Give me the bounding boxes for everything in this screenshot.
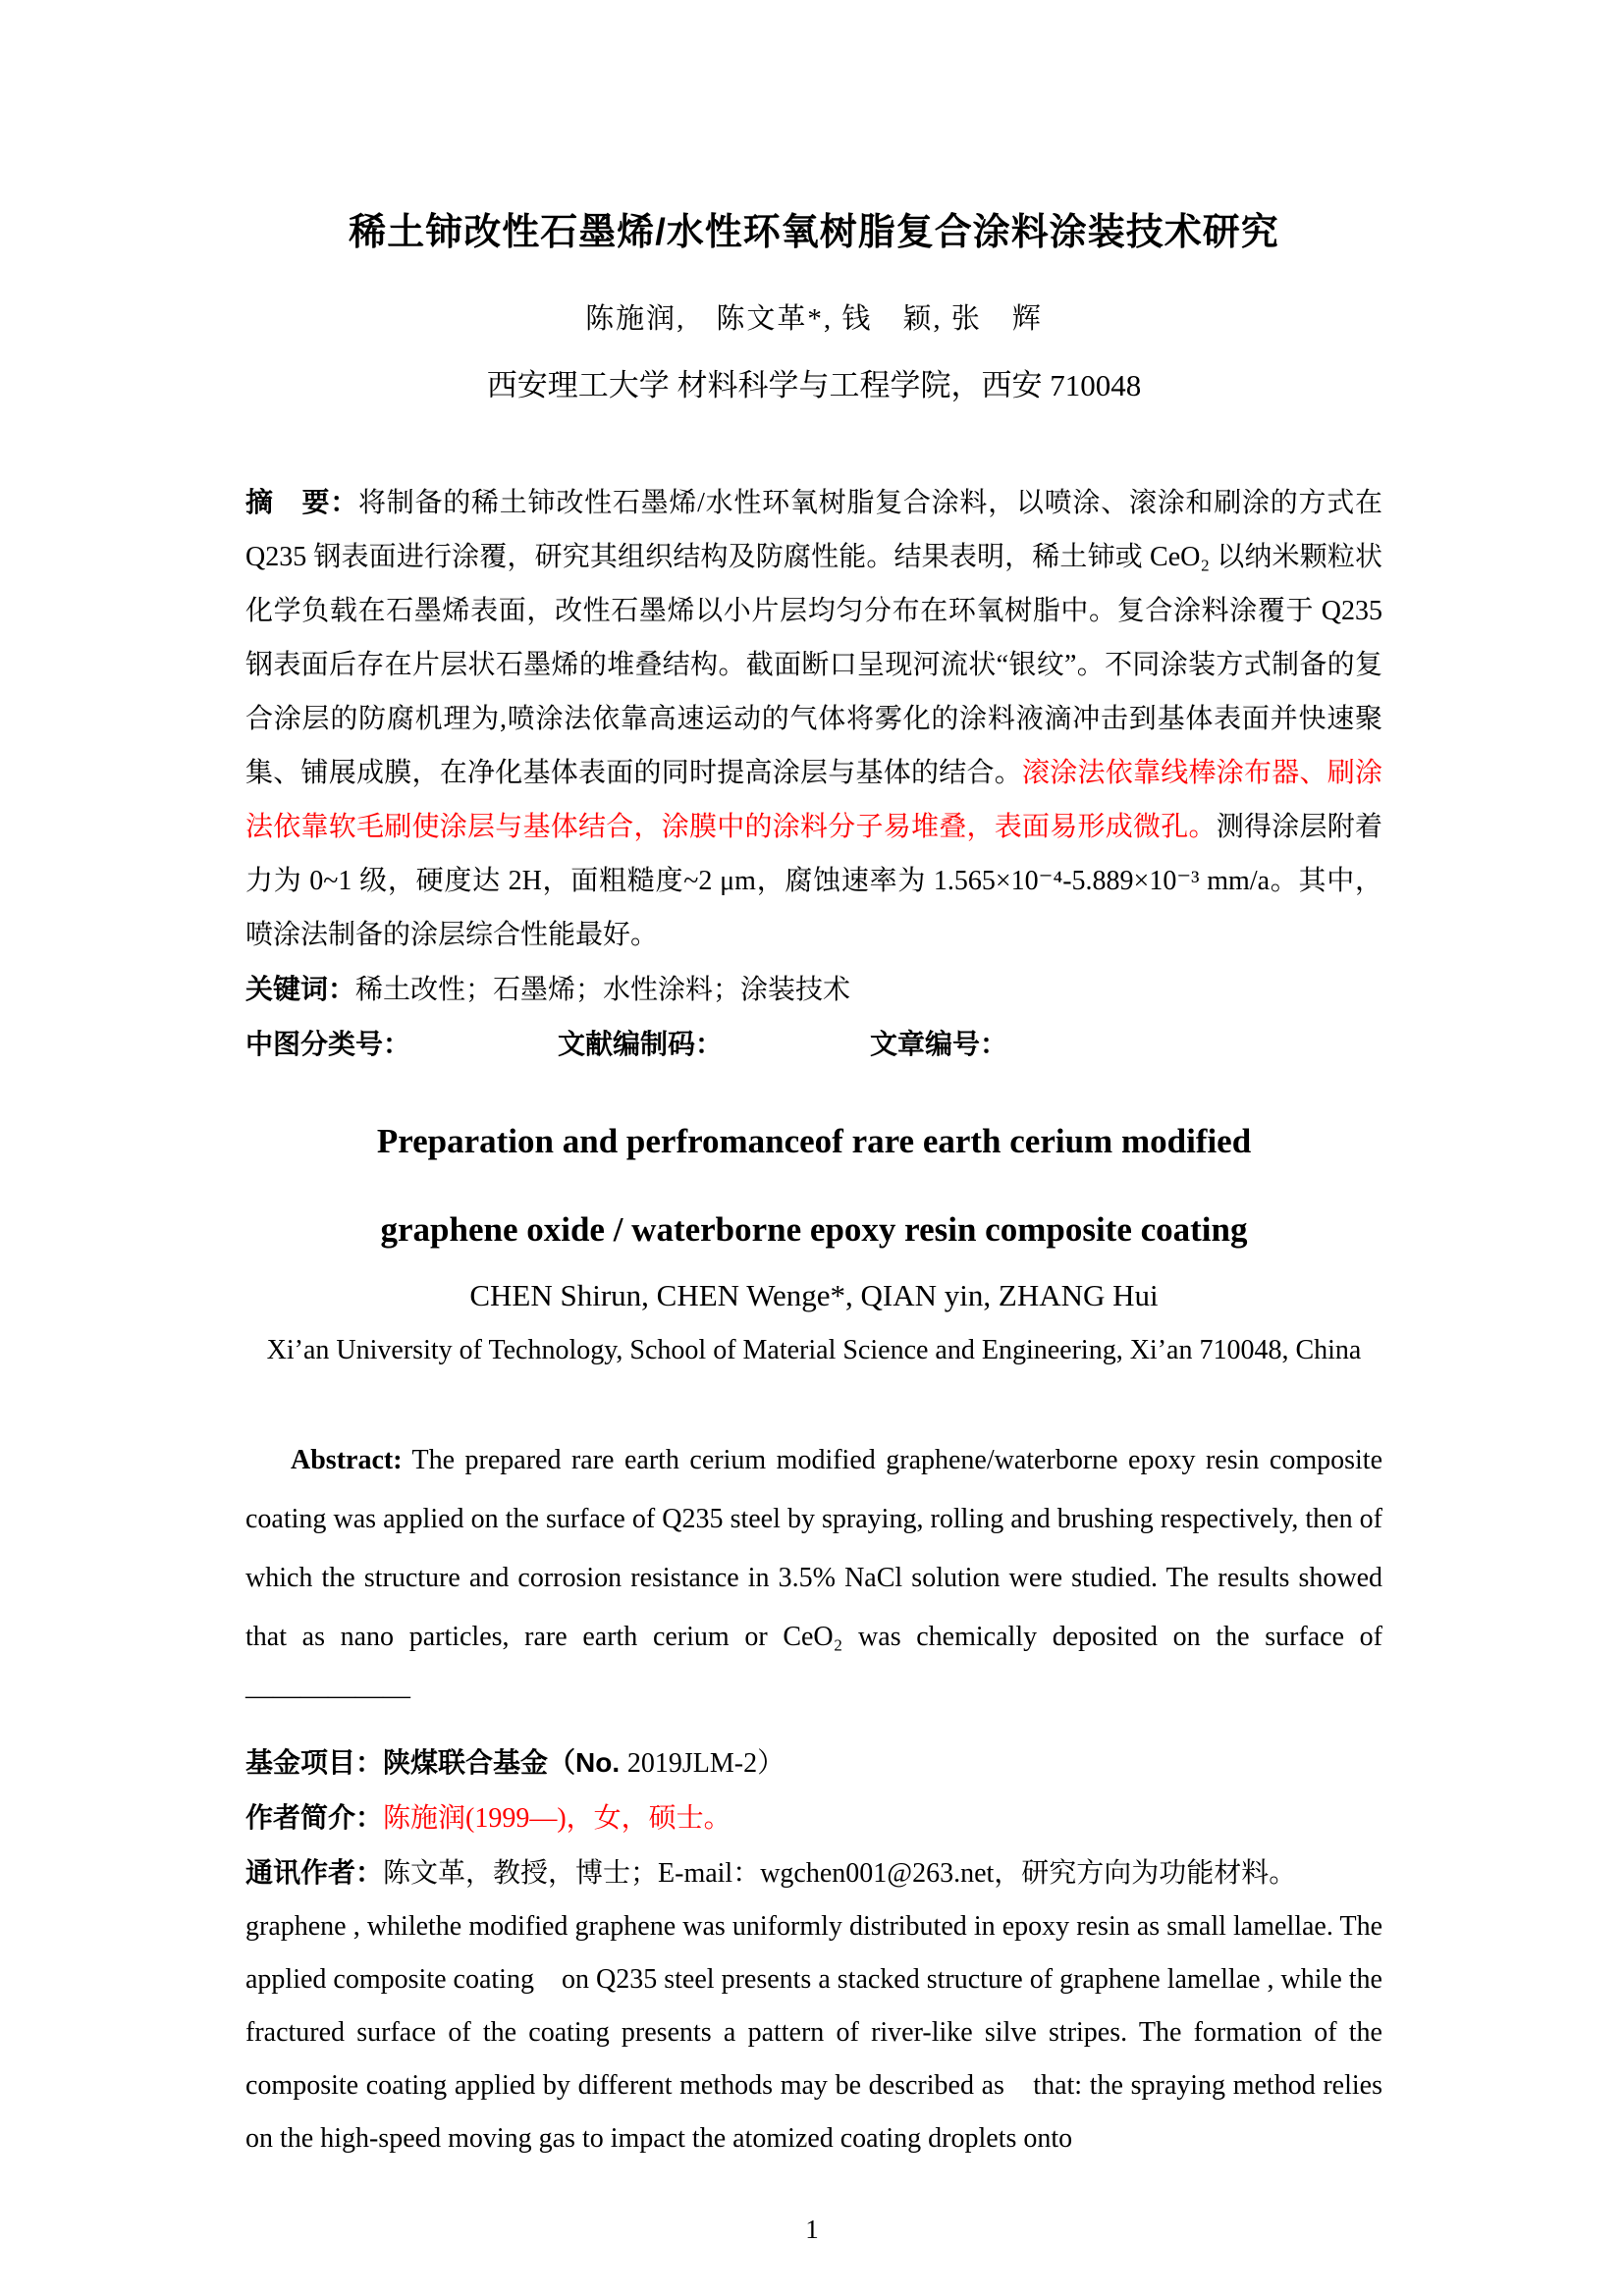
author-bio-text: 陈施润(1999—)，女，硕士。 bbox=[383, 1803, 731, 1834]
paper-title-cn: 稀土铈改性石墨烯/水性环氧树脂复合涂料涂装技术研究 bbox=[349, 212, 1279, 253]
authors-cn: 陈施润, 陈文革*, 钱 颖, 张 辉 bbox=[585, 303, 1043, 335]
abstract-cn-text-2: 测得涂层附着力为 0~1 级，硬度达 2H，面粗糙度~2 μm，腐蚀速率为 1.565×10⁻⁴-5.889×10⁻³ mm/a。其中，喷涂法制备的涂层综合性能最好。 bbox=[245, 812, 1382, 950]
page-number: 1 bbox=[805, 2215, 819, 2244]
keywords-line bbox=[245, 962, 1382, 1017]
paper-title-en-line2: graphene oxide / waterborne epoxy resin composite coating bbox=[380, 1210, 1248, 1249]
author-bio-line bbox=[245, 1790, 1382, 1845]
abstract-cn-paragraph bbox=[245, 475, 1382, 962]
corresponding-author-label: 通讯作者： bbox=[245, 1857, 384, 1888]
clc-number-label: 中图分类号： bbox=[245, 1029, 411, 1059]
abstract-en-continuation: graphene , whilethe modified graphene was uniformly distributed in epoxy resin as small lamellae. The applied composite coating on Q235 steel presents a stacked structure of graphene lamellae , while the fractured surface of the coating presents a pattern of river-like silve stripes. The formation of the composite coating applied by different methods may be described as that: the spraying method relies on the high-speed moving gas to impact the atomized coating droplets onto bbox=[245, 1911, 1382, 2154]
fund-project-number: 2019JLM-2） bbox=[626, 1748, 785, 1779]
abstract-cn-label: 摘 要： bbox=[245, 487, 359, 517]
keywords-label: 关键词： bbox=[245, 974, 356, 1004]
abstract-en-text: The prepared rare earth cerium modified graphene/waterborne epoxy resin composite coating was applied on the surface of Q235 steel by spraying, rolling and brushing respectively, then of which the structure and corrosion resistance in 3.5% NaCl solution were studied. The results showed that as nano particles, rare earth cerium or CeO₂ was chemically deposited on the surface of —————— bbox=[245, 1445, 1382, 1711]
classification-line bbox=[245, 1017, 1382, 1072]
authors-en: CHEN Shirun, CHEN Wenge*, QIAN yin, ZHANG Hui bbox=[469, 1278, 1159, 1312]
document-code-label: 文献编制码： bbox=[558, 1029, 724, 1059]
fund-project-label: 基金项目： bbox=[245, 1747, 384, 1778]
affiliation-en: Xi’an University of Technology, School of Material Science and Engineering, Xi’an 710048, China bbox=[266, 1335, 1362, 1365]
page-content bbox=[245, 0, 1382, 2165]
abstract-cn-text-1: 将制备的稀土铈改性石墨烯/水性环氧树脂复合涂料，以喷涂、滚涂和刷涂的方式在 Q235 钢表面进行涂覆，研究其组织结构及防腐性能。结果表明，稀土铈或 CeO₂ 以纳米颗粒状化学负载在石墨烯表面，改性石墨烯以小片层均匀分布在环氧树脂中。复合涂料涂覆于 Q235 钢表面后存在片层状石墨烯的堆叠结构。截面断口呈现河流状“银纹”。不同涂装方式制备的复合涂层的防腐机理为,喷涂法依靠高速运动的气体将雾化的涂料液滴冲击到基体表面并快速聚集、铺展成膜，在净化基体表面的同时提高涂层与基体的结合。 bbox=[245, 488, 1382, 788]
paper-title-en-line1: Preparation and perfromanceof rare earth cerium modified bbox=[376, 1122, 1252, 1160]
fund-project-name: 陕煤联合基金（No. bbox=[383, 1747, 627, 1778]
corresponding-author-text: 陈文革，教授，博士；E-mail：wgchen001@263.net，研究方向为功能材料。 bbox=[383, 1858, 1297, 1889]
keywords-text: 稀土改性；石墨烯；水性涂料；涂装技术 bbox=[355, 975, 851, 1005]
abstract-cn-text-red: 滚涂法依靠线棒涂布器、刷涂法依靠软毛刷使涂层与基体结合，涂膜中的涂料分子易堆叠，表面易形成微孔。 bbox=[245, 758, 1382, 842]
footnote-block bbox=[245, 1735, 1382, 1900]
author-bio-label: 作者简介： bbox=[245, 1802, 384, 1833]
abstract-en-label: Abstract: bbox=[291, 1445, 403, 1475]
fund-project-line bbox=[245, 1735, 1382, 1790]
paper-title-en bbox=[245, 1097, 1382, 1274]
abstract-en-paragraph bbox=[245, 1431, 1382, 1726]
affiliation-cn: 西安理工大学 材料科学与工程学院，西安 710048 bbox=[486, 368, 1142, 402]
article-id-label: 文章编号： bbox=[870, 1029, 1008, 1059]
corresponding-author-line bbox=[245, 1845, 1382, 1900]
